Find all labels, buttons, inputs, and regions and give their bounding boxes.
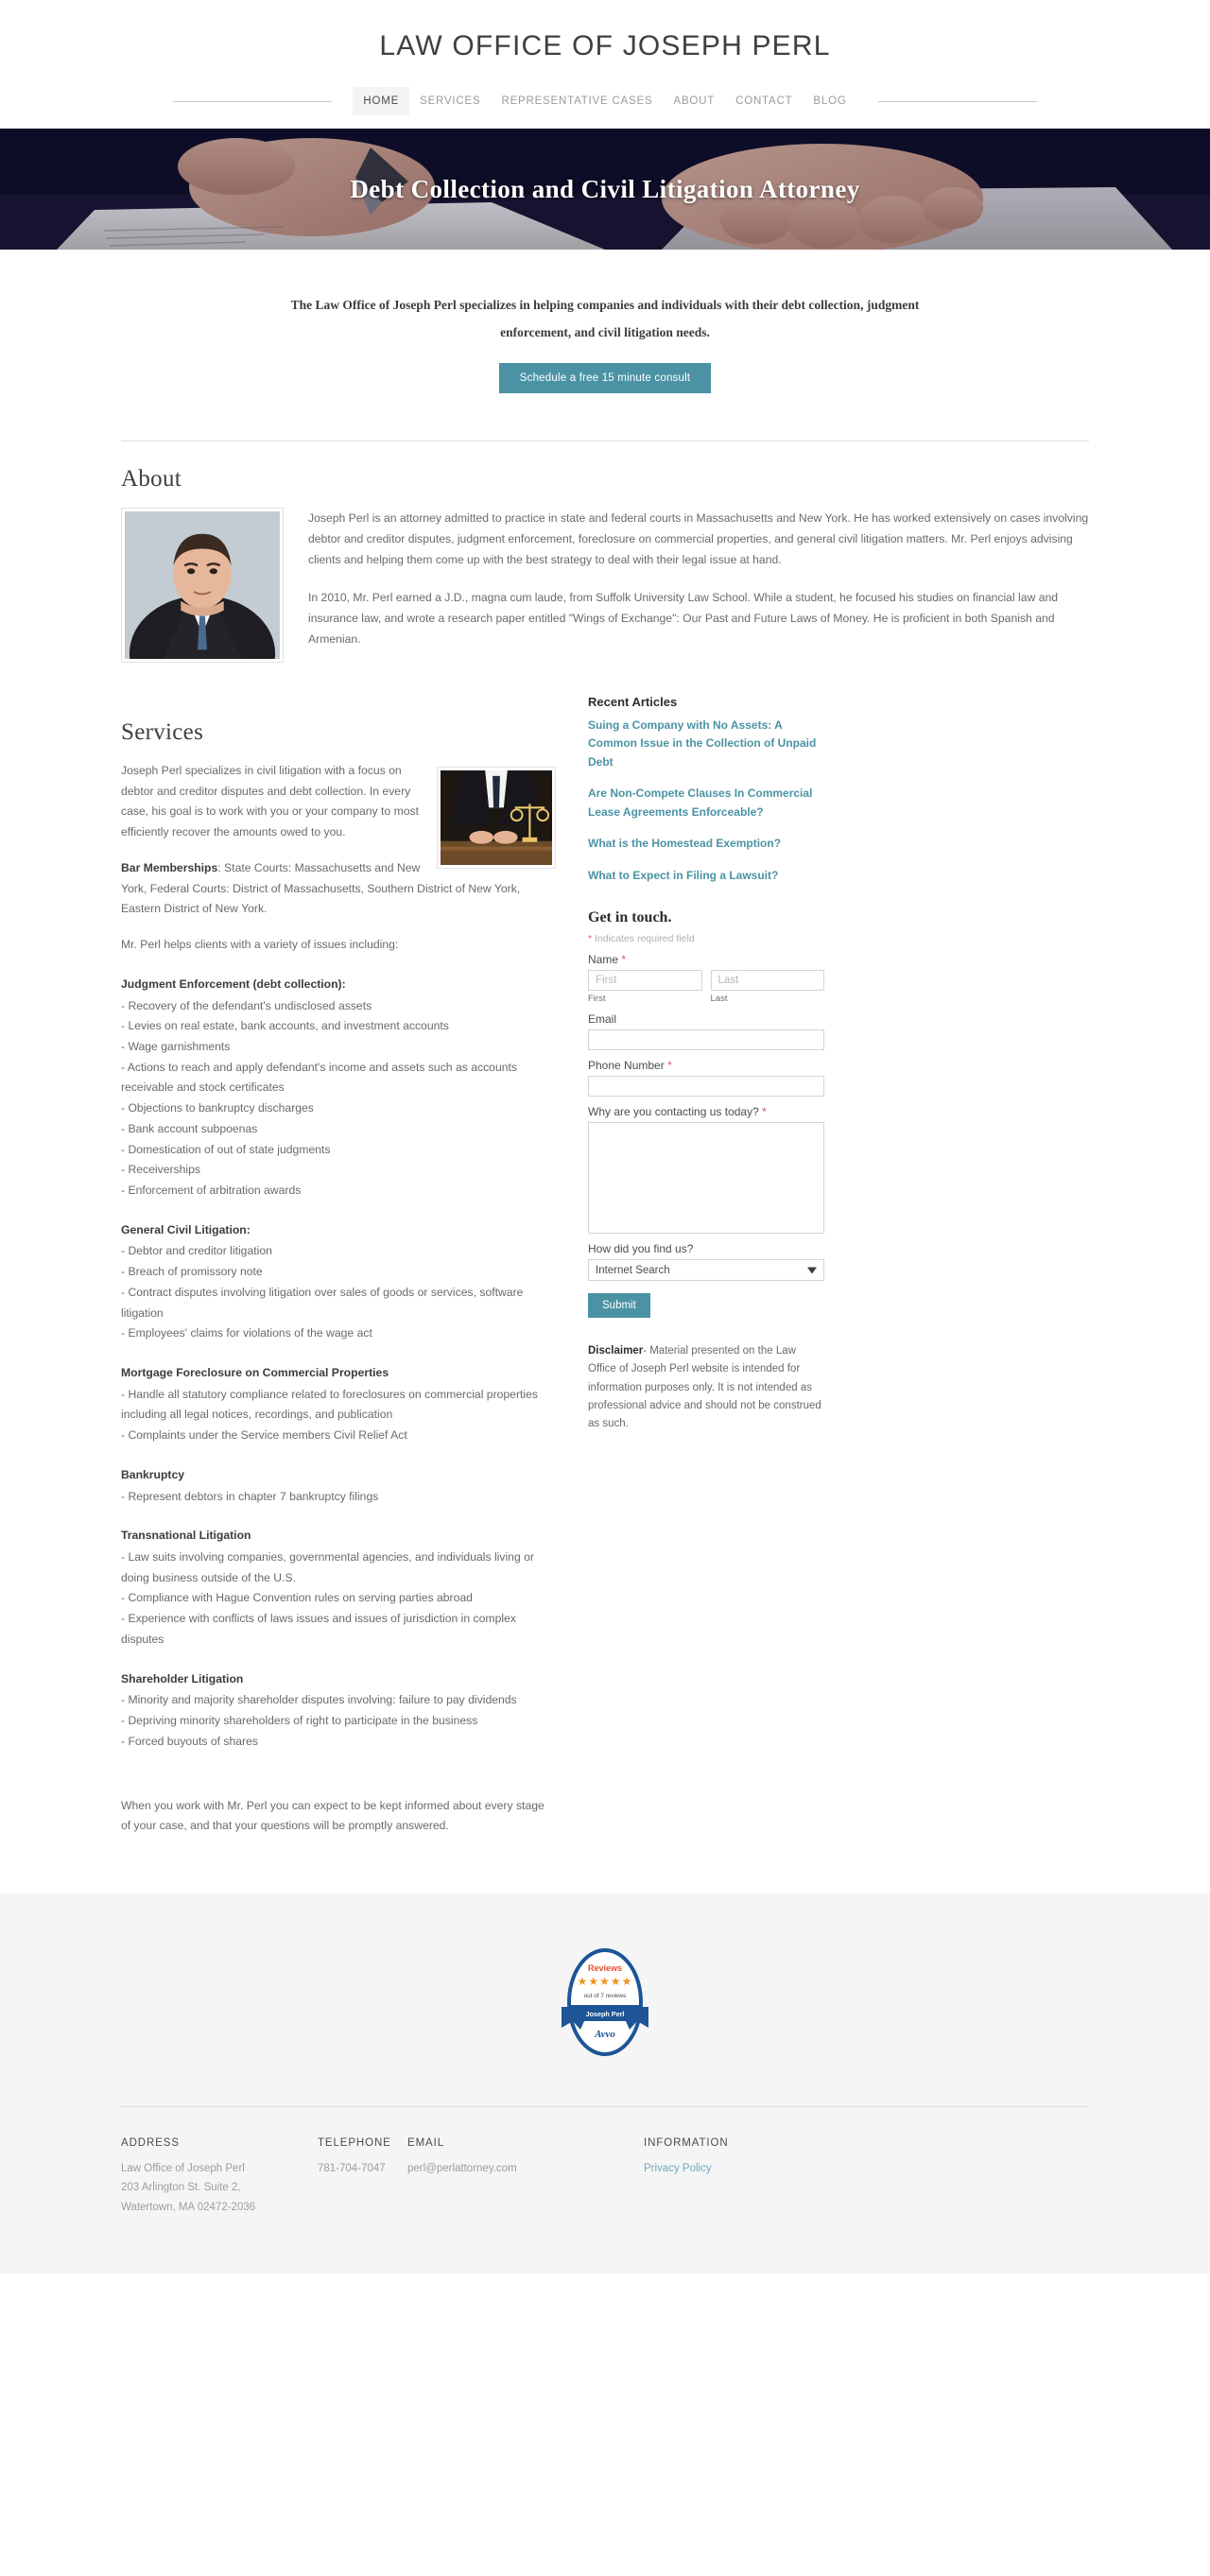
service-block-heading: General Civil Litigation: (121, 1222, 251, 1236)
footer-column-title: EMAIL (407, 2136, 445, 2149)
service-block-heading: Shareholder Litigation (121, 1671, 244, 1686)
phone-required-icon: * (667, 1059, 672, 1073)
find-us-field-label: How did you find us? (588, 1242, 694, 1256)
first-name-input[interactable] (588, 970, 702, 991)
service-block-heading: Transnational Litigation (121, 1529, 251, 1543)
service-list-item: - Employees' claims for violations of the wage act (121, 1326, 372, 1340)
services-intro-text: Joseph Perl specializes in civil litigation with a focus on debtor and creditor disputes and debt collection. In every case, his goal is to work with you or your company to most efficiently recover the amounts owed to you. (121, 764, 419, 839)
message-field-label (588, 1105, 824, 1118)
footer-column-address (121, 2137, 318, 2217)
last-name-input[interactable] (711, 970, 825, 991)
submit-button[interactable]: Submit (588, 1293, 650, 1318)
last-name-col (711, 970, 825, 1004)
service-list-item: - Represent debtors in chapter 7 bankruptcy filings (121, 1489, 379, 1503)
sidebar-column (588, 695, 824, 1837)
service-list-item: - Debtor and creditor litigation (121, 1244, 272, 1258)
avvo-rating-badge-icon (560, 1946, 650, 2058)
footer-container (121, 1946, 1089, 2217)
about-paragraph-1: Joseph Perl is an attorney admitted to practice in state and federal courts in Massachusetts and New York. He has worked extensively on cases involving debtor and creditor disputes, judgment enforcement, foreclosure on commercial properties, and general civil litigation matters. Mr. Perl enjoys advising clients and helping them come up with the best strategy to deal with their legal issue at hand. (308, 511, 1089, 567)
service-block (121, 1526, 556, 1650)
main-navigation (0, 87, 1210, 129)
message-required-icon: * (762, 1105, 767, 1119)
disclaimer-label: Disclaimer (588, 1345, 644, 1357)
avvo-attorney-name: Joseph Perl (585, 2009, 625, 2018)
service-block (121, 1669, 556, 1753)
service-list-item: - Handle all statutory compliance related to foreclosures on commercial properties including all legal notices, recordings, and publication (121, 1387, 538, 1422)
services-heading: Services (121, 719, 204, 746)
intro-section (121, 250, 1089, 403)
services-helps-text: Mr. Perl helps clients with a variety of issues including: (121, 938, 399, 952)
footer-text-line: perl@perlattorney.com (407, 2162, 517, 2174)
service-list-item: - Levies on real estate, bank accounts, and investment accounts (121, 1019, 449, 1033)
service-block (121, 975, 556, 1202)
nav-rule-right (878, 101, 1037, 102)
name-required-icon: * (621, 953, 627, 967)
footer-text-line: Watertown, MA 02472-2036 (121, 2201, 256, 2213)
name-label-text: Name (588, 953, 619, 967)
service-list-item: - Wage garnishments (121, 1039, 231, 1053)
site-brand-title: LAW OFFICE OF JOSEPH PERL (379, 30, 831, 61)
service-block (121, 1363, 556, 1446)
service-block-heading: Mortgage Foreclosure on Commercial Properties (121, 1366, 389, 1379)
avvo-reviews-label: Reviews (587, 1962, 623, 1973)
footer-text-line: Law Office of Joseph Perl (121, 2162, 245, 2174)
services-column (121, 695, 556, 1837)
phone-field-label (588, 1059, 824, 1072)
schedule-consult-button[interactable]: Schedule a free 15 minute consult (499, 363, 712, 393)
message-label-text: Why are you contacting us today? (588, 1105, 759, 1119)
avvo-badge-link[interactable] (560, 1946, 650, 2063)
nav-item-representative-cases[interactable]: REPRESENTATIVE CASES (501, 95, 653, 107)
site-header (0, 0, 1210, 129)
services-closing-text: When you work with Mr. Perl you can expect to be kept informed about every stage of your case, and that your questions will be promptly answered. (121, 1798, 544, 1833)
footer-column-title: ADDRESS (121, 2136, 180, 2149)
cta-wrapper (121, 363, 1089, 393)
service-list-item: - Domestication of out of state judgments (121, 1142, 331, 1156)
privacy-policy-link[interactable]: Privacy Policy (644, 2162, 712, 2174)
service-list-item: - Enforcement of arbitration awards (121, 1183, 302, 1197)
name-field-label (588, 953, 824, 966)
service-list-item: - Contract disputes involving litigation over sales of goods or services, software litigation (121, 1285, 524, 1320)
main-columns (121, 695, 1089, 1893)
required-field-note (588, 933, 824, 944)
footer-columns (121, 2107, 1089, 2217)
service-block (121, 1220, 556, 1344)
service-list-item: - Experience with conflicts of laws issues and issues of jurisdiction in complex disputes (121, 1612, 516, 1646)
recent-article-link[interactable]: What to Expect in Filing a Lawsuit? (588, 868, 779, 882)
recent-articles-heading: Recent Articles (588, 695, 678, 710)
contact-form-heading: Get in touch. (588, 909, 672, 926)
hero-title: Debt Collection and Civil Litigation Attorney (350, 174, 860, 203)
avvo-badge-wrapper (121, 1946, 1089, 2063)
avvo-out-of-reviews: out of 7 reviews (583, 1992, 627, 1999)
intro-text: The Law Office of Joseph Perl specializes in helping companies and individuals with their debt collection, judgment enforcement, and civil litigation needs. (290, 298, 920, 340)
nav-item-home[interactable]: HOME (353, 87, 409, 115)
name-row (588, 970, 824, 1004)
nav-item-blog[interactable]: BLOG (813, 95, 847, 107)
services-photo-frame (437, 767, 556, 869)
service-block (121, 1465, 556, 1507)
service-blocks (121, 975, 556, 1753)
service-list-item: - Forced buyouts of shares (121, 1734, 258, 1748)
service-list-item: - Compliance with Hague Convention rules on serving parties abroad (121, 1591, 473, 1605)
nav-item-about[interactable]: ABOUT (673, 95, 716, 107)
phone-input[interactable] (588, 1076, 824, 1097)
about-text (308, 508, 1089, 663)
first-name-col (588, 970, 702, 1004)
message-textarea[interactable] (588, 1122, 824, 1234)
footer-text-line: 781-704-7047 (318, 2162, 386, 2174)
find-us-select[interactable] (588, 1259, 824, 1281)
attorney-portrait-frame (121, 508, 284, 663)
disclaimer (588, 1342, 824, 1434)
required-asterisk-icon: * (588, 933, 593, 945)
email-input[interactable] (588, 1029, 824, 1050)
service-list-item: - Bank account subpoenas (121, 1121, 258, 1135)
services-photo (441, 770, 552, 865)
avvo-stars: ★★★★★ (577, 1974, 633, 1988)
recent-article-link[interactable]: What is the Homestead Exemption? (588, 837, 782, 851)
page-container (121, 250, 1089, 1893)
service-block-heading: Judgment Enforcement (debt collection): (121, 977, 346, 991)
service-list-item: - Law suits involving companies, governmental agencies, and individuals living or doing business outside of the U.S. (121, 1550, 534, 1584)
footer-column-information (644, 2137, 833, 2217)
about-section (121, 466, 1089, 695)
bar-memberships-text: : State Courts: Massachusetts and New York, Federal Courts: District of Massachusetts, Southern District of New York, Eastern District of New York. (121, 860, 521, 916)
find-us-select-wrapper (588, 1259, 824, 1281)
service-list-item: - Complaints under the Service members Civil Relief Act (121, 1428, 407, 1443)
nav-item-contact[interactable]: CONTACT (735, 95, 793, 107)
hero-banner (0, 129, 1210, 250)
service-list-item: - Objections to bankruptcy discharges (121, 1101, 314, 1115)
service-list-item: - Breach of promissory note (121, 1265, 263, 1279)
footer-column-title: INFORMATION (644, 2136, 729, 2149)
about-paragraph-2: In 2010, Mr. Perl earned a J.D., magna cum laude, from Suffolk University Law School. While a student, he focused his studies on financial law and insurance law, and wrote a research paper entitled "Wings of Exchange": Our Past and Future Laws of Money. He is proficient in both Spanish and Armenian. (308, 590, 1059, 647)
last-name-sublabel: Last (710, 994, 728, 1005)
service-list-item: - Depriving minority shareholders of right to participate in the business (121, 1714, 478, 1728)
footer-text-line: 203 Arlington St. Suite 2, (121, 2182, 241, 2194)
required-note-text: Indicates required field (595, 933, 695, 945)
attorney-portrait (125, 511, 280, 659)
service-list-item: - Actions to reach and apply defendant's income and assets such as accounts receivable and stock certificates (121, 1060, 517, 1095)
nav-item-services[interactable]: SERVICES (420, 95, 481, 107)
footer-column-telephone (318, 2137, 407, 2217)
email-field-label: Email (588, 1012, 617, 1027)
recent-article-link[interactable]: Are Non-Compete Clauses In Commercial Lease Agreements Enforceable? (588, 787, 813, 819)
footer-column-email (407, 2137, 644, 2217)
service-list-item: - Minority and majority shareholder disputes involving: failure to pay dividends (121, 1693, 517, 1707)
bar-memberships-label: Bar Memberships (121, 860, 218, 874)
nav-rule-left (173, 101, 332, 102)
footer-column-title: TELEPHONE (318, 2136, 391, 2149)
disclaimer-text: - Material presented on the Law Office of Joseph Perl website is intended for information purposes only. It is not intended as professional advice and should not be construed as such. (588, 1345, 821, 1430)
services-intro (121, 761, 556, 843)
service-block-heading: Bankruptcy (121, 1467, 185, 1481)
site-footer (0, 1893, 1210, 2273)
recent-article-link[interactable]: Suing a Company with No Assets: A Common Issue in the Collection of Unpaid Debt (588, 718, 817, 769)
about-heading: About (121, 466, 182, 493)
attorney-portrait-image (125, 511, 280, 659)
nav-links (353, 87, 856, 115)
first-name-sublabel: First (588, 994, 606, 1005)
lawyer-desk-image (441, 770, 552, 865)
avvo-brand: Avvo (595, 2028, 615, 2040)
recent-articles-list (588, 717, 824, 885)
phone-label-text: Phone Number (588, 1059, 665, 1073)
service-list-item: - Receiverships (121, 1163, 200, 1177)
service-list-item: - Recovery of the defendant's undisclosed assets (121, 998, 372, 1012)
